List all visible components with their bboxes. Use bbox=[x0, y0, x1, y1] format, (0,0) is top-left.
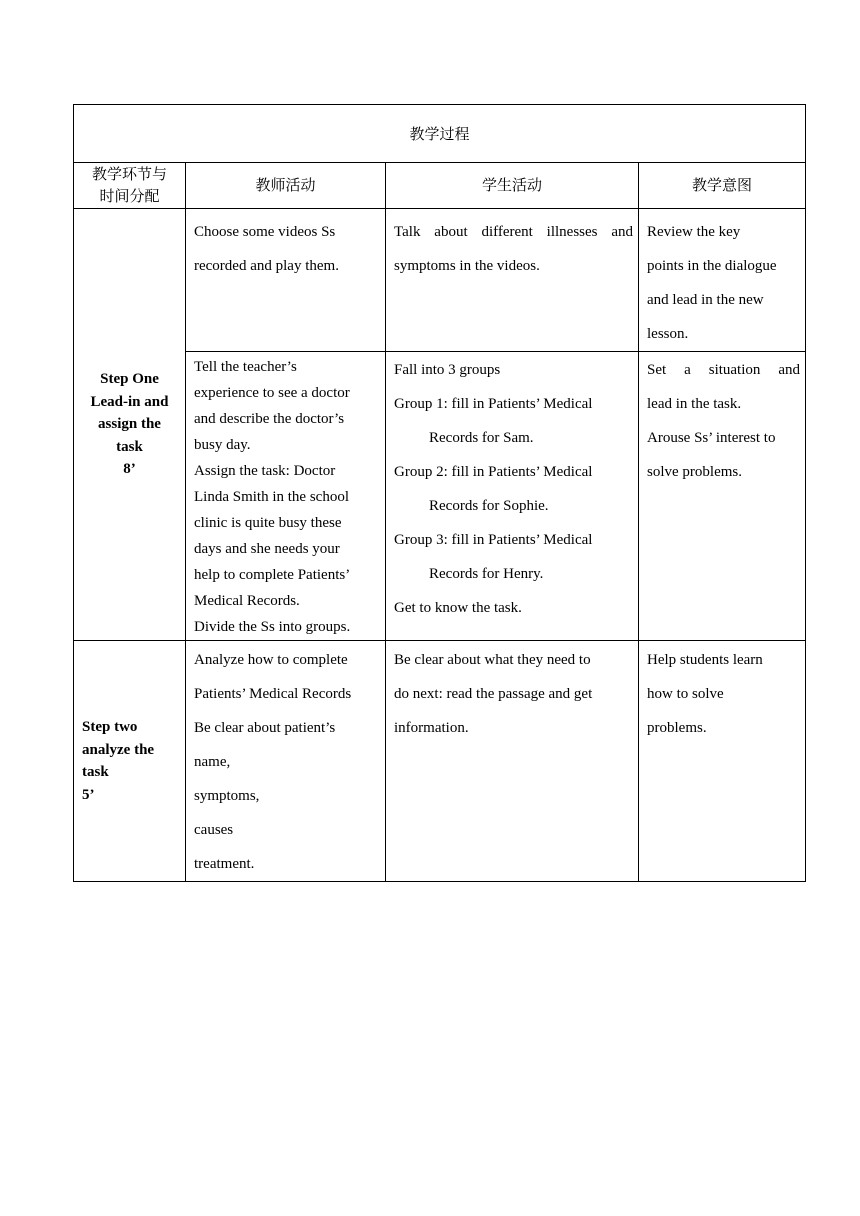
text-line: Review the key bbox=[647, 224, 741, 240]
student-activity-cell bbox=[386, 641, 639, 882]
student-activity-cell bbox=[386, 352, 639, 641]
text-line: lead in the task. bbox=[647, 396, 742, 412]
intention-cell bbox=[639, 352, 806, 641]
text-line: Tell the teacher’s bbox=[194, 359, 297, 375]
text-line: days and she needs your bbox=[194, 541, 340, 557]
stage-line: Step two bbox=[82, 719, 138, 735]
header-student: 学生活动 bbox=[386, 163, 639, 209]
stage-line: Step One bbox=[100, 371, 159, 388]
text-line: name, bbox=[194, 754, 231, 770]
text-line: Group 1: fill in Patients’ Medical bbox=[394, 396, 593, 412]
text-line: Set a situation and bbox=[647, 362, 801, 378]
header-stage-line: 教学环节与 bbox=[91, 166, 167, 183]
text-line: Group 3: fill in Patients’ Medical bbox=[394, 532, 593, 548]
stage-line: assign the bbox=[98, 416, 161, 433]
text-line: problems. bbox=[647, 720, 707, 736]
text-line: Records for Sophie. bbox=[429, 498, 549, 514]
text-line: and describe the doctor’s bbox=[194, 411, 345, 427]
text-line: Talk about different illnesses and bbox=[394, 224, 633, 240]
table-header-row bbox=[74, 163, 806, 209]
table-row bbox=[74, 209, 806, 352]
text-line: experience to see a doctor bbox=[194, 385, 350, 401]
text-line: Get to know the task. bbox=[394, 600, 522, 616]
step-two-stage-cell bbox=[74, 641, 186, 882]
text-line: information. bbox=[394, 720, 469, 736]
step-one-stage-cell bbox=[74, 209, 186, 641]
student-activity-cell bbox=[386, 209, 639, 352]
lesson-process-page bbox=[73, 104, 805, 882]
teaching-process-table bbox=[73, 104, 806, 882]
text-line: Fall into 3 groups bbox=[394, 362, 501, 378]
text-line: Help students learn bbox=[647, 652, 763, 668]
teacher-activity-cell bbox=[186, 352, 386, 641]
table-title-row bbox=[74, 105, 806, 163]
text-line: Divide the Ss into groups. bbox=[194, 619, 351, 635]
stage-line: 5’ bbox=[82, 786, 95, 803]
text-line: Group 2: fill in Patients’ Medical bbox=[394, 464, 593, 480]
text-line: Linda Smith in the school bbox=[194, 489, 349, 505]
teacher-activity-cell bbox=[186, 641, 386, 882]
text-line: causes bbox=[194, 822, 234, 838]
text-line: Be clear about patient’s bbox=[194, 720, 336, 736]
text-line: Arouse Ss’ interest to bbox=[647, 430, 776, 446]
table-title: 教学过程 bbox=[74, 105, 806, 163]
text-line: Records for Sam. bbox=[429, 430, 534, 446]
text-line: points in the dialogue bbox=[647, 258, 777, 274]
text-line: recorded and play them. bbox=[194, 258, 339, 274]
text-line: Records for Henry. bbox=[429, 566, 544, 582]
text-line: and lead in the new bbox=[647, 292, 764, 308]
text-line: Analyze how to complete bbox=[194, 652, 348, 668]
header-intention: 教学意图 bbox=[639, 163, 806, 209]
table-row bbox=[74, 641, 806, 882]
text-line: do next: read the passage and get bbox=[394, 686, 593, 702]
header-stage-line: 时间分配 bbox=[99, 188, 160, 205]
text-line: clinic is quite busy these bbox=[194, 515, 342, 531]
text-line: lesson. bbox=[647, 326, 689, 342]
intention-cell bbox=[639, 641, 806, 882]
teacher-activity-cell bbox=[186, 209, 386, 352]
text-line: symptoms in the videos. bbox=[394, 258, 540, 274]
stage-line: analyze the bbox=[82, 741, 155, 758]
text-line: Patients’ Medical Records bbox=[194, 686, 352, 702]
header-stage bbox=[74, 163, 186, 209]
text-line: help to complete Patients’ bbox=[194, 567, 351, 583]
text-line: Choose some videos Ss bbox=[194, 224, 336, 240]
text-line: Medical Records. bbox=[194, 593, 300, 609]
text-line: busy day. bbox=[194, 437, 251, 453]
text-line: Assign the task: Doctor bbox=[194, 463, 336, 479]
text-line: treatment. bbox=[194, 856, 255, 872]
stage-line: Lead-in and bbox=[90, 393, 169, 410]
text-line: solve problems. bbox=[647, 464, 742, 480]
intention-cell bbox=[639, 209, 806, 352]
stage-line: 8’ bbox=[123, 461, 136, 478]
text-line: Be clear about what they need to bbox=[394, 652, 591, 668]
stage-line: task bbox=[82, 764, 109, 780]
text-line: symptoms, bbox=[194, 788, 260, 804]
header-teacher: 教师活动 bbox=[186, 163, 386, 209]
text-line: how to solve bbox=[647, 686, 724, 702]
stage-line: task bbox=[116, 438, 143, 455]
